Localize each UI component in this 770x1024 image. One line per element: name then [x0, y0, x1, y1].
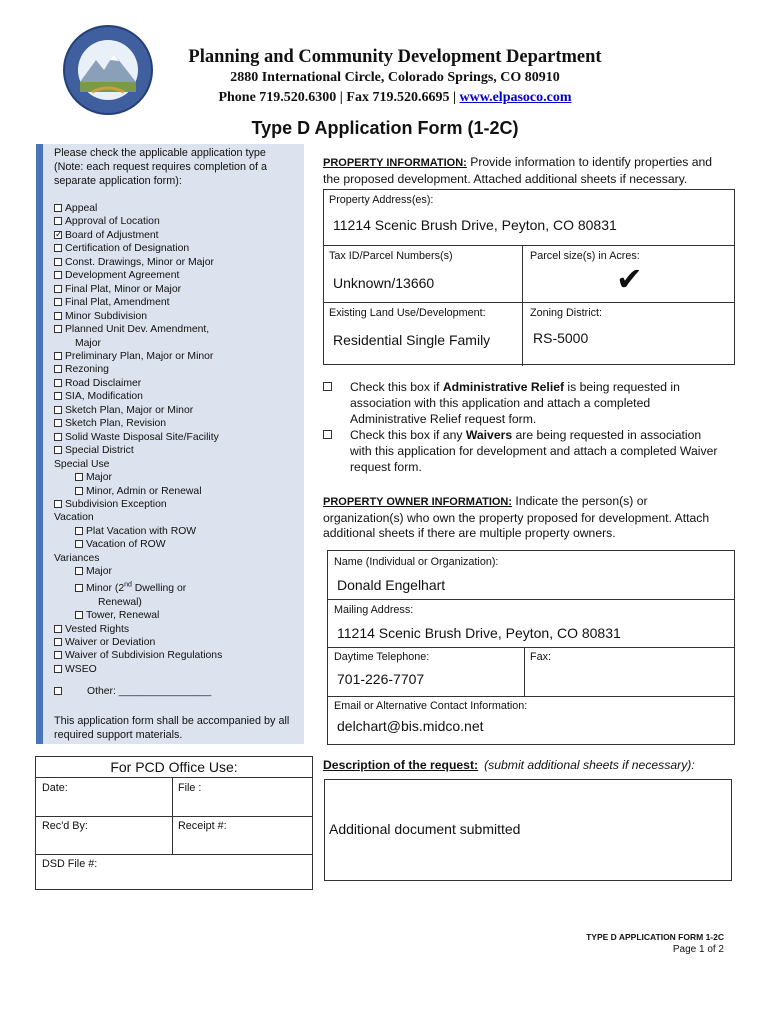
application-type-label: Waiver or Deviation [65, 636, 156, 648]
checkbox-icon[interactable] [54, 258, 62, 266]
waivers-checkbox[interactable] [323, 430, 332, 439]
application-type-item[interactable] [54, 377, 299, 390]
description-title: Description of the request: [323, 758, 479, 772]
file-label: File : [178, 782, 202, 794]
land-use-field[interactable]: Residential Single Family [333, 332, 491, 348]
checkbox-icon[interactable] [75, 567, 83, 575]
checkbox-icon[interactable] [54, 244, 62, 252]
fax-label: Fax: [530, 651, 551, 663]
application-type-label: Road Disclaimer [65, 377, 142, 389]
property-info-heading [323, 155, 723, 187]
application-type-item[interactable] [54, 229, 299, 242]
checkbox-icon[interactable] [54, 625, 62, 633]
application-type-label: Vacation of ROW [86, 539, 166, 551]
application-type-item [54, 458, 299, 471]
application-type-label: Vested Rights [65, 623, 130, 635]
application-type-item[interactable] [54, 363, 299, 376]
county-seal-logo [62, 24, 154, 116]
application-type-item[interactable] [54, 663, 299, 676]
application-type-item [54, 511, 299, 524]
application-type-label: Development Agreement [65, 270, 180, 282]
property-info-title: PROPERTY INFORMATION: [323, 157, 467, 169]
footer-form-name: TYPE D APPLICATION FORM 1-2C [586, 932, 724, 942]
date-label: Date: [42, 782, 68, 794]
application-type-item[interactable] [54, 256, 299, 269]
application-type-label: Plat Vacation with ROW [86, 525, 197, 537]
owner-name-label: Name (Individual or Organization): [334, 556, 499, 568]
application-type-label: Subdivision Exception [65, 498, 167, 510]
other-type-row [54, 686, 211, 697]
application-type-item[interactable] [54, 390, 299, 403]
application-type-item[interactable] [54, 538, 299, 551]
checkbox-icon[interactable] [54, 433, 62, 441]
zoning-district-field[interactable]: RS-5000 [533, 330, 589, 346]
waivers-row [323, 427, 733, 475]
application-type-item[interactable] [54, 417, 299, 430]
parcel-number-label: Tax ID/Parcel Numbers(s) [329, 250, 453, 262]
application-type-item[interactable] [54, 609, 299, 622]
application-type-item[interactable] [54, 579, 299, 596]
application-type-label: Major [86, 472, 112, 484]
application-type-label: Waiver of Subdivision Regulations [65, 650, 223, 662]
application-type-item[interactable] [54, 565, 299, 578]
owner-info-title: PROPERTY OWNER INFORMATION: [323, 496, 513, 508]
application-type-label: Vacation [54, 512, 94, 524]
application-type-item[interactable] [54, 350, 299, 363]
owner-info-text: Indicate the person(s) or organization(s) who own the property proposed for development. Attach additional sheets if there are multiple property owners. [323, 494, 710, 540]
application-type-item[interactable] [54, 269, 299, 282]
owner-name-field[interactable]: Donald Engelhart [337, 577, 446, 593]
description-value: Additional document submitted [329, 821, 521, 837]
checkbox-icon[interactable] [75, 473, 83, 481]
waivers-text: Check this box if any Waivers are being requested in association with this application for development and attach a completed Waiver request form. [350, 428, 718, 474]
checkbox-icon[interactable] [54, 392, 62, 400]
other-checkbox[interactable] [54, 687, 62, 695]
application-type-label: Sketch Plan, Major or Minor [65, 404, 194, 416]
application-type-item [54, 552, 299, 565]
application-type-item[interactable] [54, 623, 299, 636]
application-type-item[interactable] [54, 404, 299, 417]
application-type-label: Minor, Admin or Renewal [86, 485, 202, 497]
application-type-item[interactable] [54, 323, 299, 336]
checkbox-icon[interactable] [54, 419, 62, 427]
website-link[interactable]: www.elpasoco.com [459, 90, 572, 105]
daytime-phone-field[interactable]: 701-226-7707 [337, 671, 425, 687]
receipt-label: Receipt #: [178, 820, 227, 832]
application-type-label: Approval of Location [65, 216, 160, 228]
zoning-district-label: Zoning District: [530, 307, 602, 319]
application-type-item[interactable] [54, 498, 299, 511]
application-type-label: Preliminary Plan, Major or Minor [65, 350, 214, 362]
application-type-label: Const. Drawings, Minor or Major [65, 256, 214, 268]
parcel-size-checkmark-icon[interactable]: ✔ [616, 260, 643, 298]
checkbox-icon[interactable] [75, 611, 83, 619]
checkbox-icon[interactable] [54, 365, 62, 373]
application-type-list [54, 202, 299, 676]
checked-checkbox-icon[interactable] [54, 231, 62, 239]
property-address-field[interactable]: 11214 Scenic Brush Drive, Peyton, CO 80831 [333, 217, 617, 233]
application-type-item[interactable] [54, 649, 299, 662]
application-type-item[interactable] [54, 283, 299, 296]
checkbox-icon[interactable] [54, 651, 62, 659]
application-type-label: Tower, Renewal [86, 610, 160, 622]
application-type-item[interactable] [54, 636, 299, 649]
application-type-item [54, 337, 299, 350]
application-type-item [54, 596, 299, 609]
application-type-label: Special Use [54, 458, 110, 470]
phone-fax-text: Phone 719.520.6300 | Fax 719.520.6695 | [218, 90, 460, 105]
application-type-label: Sketch Plan, Revision [65, 418, 167, 430]
application-type-label: Renewal) [98, 596, 142, 608]
footer-page-number: Page 1 of 2 [672, 944, 724, 955]
description-hint: (submit additional sheets if necessary): [484, 758, 695, 772]
application-type-item[interactable] [54, 485, 299, 498]
checkbox-icon[interactable] [54, 446, 62, 454]
admin-relief-text: Check this box if Administrative Relief is being requested in association with this application and attach a completed Administrative Relief request form. [350, 380, 680, 426]
application-type-label: Certification of Designation [65, 243, 190, 255]
owner-info-heading [323, 494, 723, 542]
application-type-item[interactable] [54, 310, 299, 323]
application-type-label: SIA, Modification [65, 391, 143, 403]
checkbox-icon[interactable] [54, 204, 62, 212]
application-type-label: Final Plat, Minor or Major [65, 283, 182, 295]
application-type-label: Variances [54, 552, 100, 564]
department-contact [160, 90, 630, 106]
application-type-label: Major [75, 337, 101, 349]
checkbox-icon[interactable] [54, 325, 62, 333]
email-field[interactable]: delchart@bis.midco.net [337, 718, 484, 734]
application-type-label: Minor Subdivision [65, 310, 148, 322]
land-use-label: Existing Land Use/Development: [329, 307, 486, 319]
checkbox-icon[interactable] [54, 312, 62, 320]
application-type-label: Appeal [65, 203, 98, 214]
other-label: Other: ________________ [87, 686, 212, 697]
mailing-address-field[interactable]: 11214 Scenic Brush Drive, Peyton, CO 80831 [337, 625, 621, 641]
form-title: Type D Application Form (1-2C) [251, 118, 519, 138]
pcd-office-use-box [35, 756, 313, 890]
application-type-label: Final Plat, Amendment [65, 297, 170, 309]
mailing-address-label: Mailing Address: [334, 604, 414, 616]
application-type-item[interactable] [54, 471, 299, 484]
application-type-label: Board of Adjustment [65, 229, 159, 241]
checkbox-icon[interactable] [54, 217, 62, 225]
daytime-phone-label: Daytime Telephone: [334, 651, 430, 663]
description-heading [323, 758, 695, 772]
application-type-item[interactable] [54, 525, 299, 538]
application-type-item[interactable] [54, 296, 299, 309]
checkbox-icon[interactable] [54, 500, 62, 508]
checkbox-icon[interactable] [54, 406, 62, 414]
parcel-number-field[interactable]: Unknown/13660 [333, 275, 435, 291]
checkbox-icon[interactable] [54, 298, 62, 306]
department-address: 2880 International Circle, Colorado Springs, CO 80910 [230, 70, 560, 85]
application-type-item[interactable] [54, 444, 299, 457]
application-type-label: Minor (2nd Dwelling or [86, 581, 187, 595]
application-type-label: Special District [65, 445, 134, 457]
checkbox-icon[interactable] [75, 584, 83, 592]
application-type-label: Rezoning [65, 364, 109, 376]
pcd-office-title: For PCD Office Use: [36, 757, 312, 778]
checkbox-icon[interactable] [54, 379, 62, 387]
application-type-label: Solid Waste Disposal Site/Facility [65, 431, 219, 443]
dsd-file-label: DSD File #: [42, 858, 98, 870]
admin-relief-row [323, 379, 733, 427]
recd-by-label: Rec'd By: [42, 820, 88, 832]
application-type-instructions: Please check the applicable application type (Note: each request requires completion of a separate application form): [54, 147, 268, 187]
checkbox-icon[interactable] [54, 638, 62, 646]
support-materials-note: This application form shall be accompanied by all required support materials. [54, 715, 290, 741]
application-type-item[interactable] [54, 242, 299, 255]
application-type-item[interactable] [54, 431, 299, 444]
checkbox-icon[interactable] [54, 665, 62, 673]
application-type-item[interactable] [54, 215, 299, 228]
checkbox-icon[interactable] [75, 527, 83, 535]
property-address-label: Property Address(es): [329, 194, 434, 206]
application-type-item[interactable] [54, 202, 299, 215]
application-type-label: WSEO [65, 663, 97, 675]
application-type-label: Planned Unit Dev. Amendment, [65, 324, 210, 336]
checkbox-icon[interactable] [75, 487, 83, 495]
owner-info-table [327, 550, 735, 745]
application-type-label: Major [86, 566, 112, 578]
parcel-size-label: Parcel size(s) in Acres: [530, 250, 640, 262]
checkbox-icon[interactable] [54, 352, 62, 360]
admin-relief-checkbox[interactable] [323, 382, 332, 391]
department-name: Planning and Community Development Department [188, 47, 602, 67]
email-label: Email or Alternative Contact Information: [334, 700, 528, 712]
property-info-text: Provide information to identify properties and the proposed development. Attached additional sheets if necessary. [323, 155, 713, 186]
checkbox-icon[interactable] [54, 271, 62, 279]
checkbox-icon[interactable] [54, 285, 62, 293]
property-info-table [323, 189, 735, 365]
checkbox-icon[interactable] [75, 540, 83, 548]
